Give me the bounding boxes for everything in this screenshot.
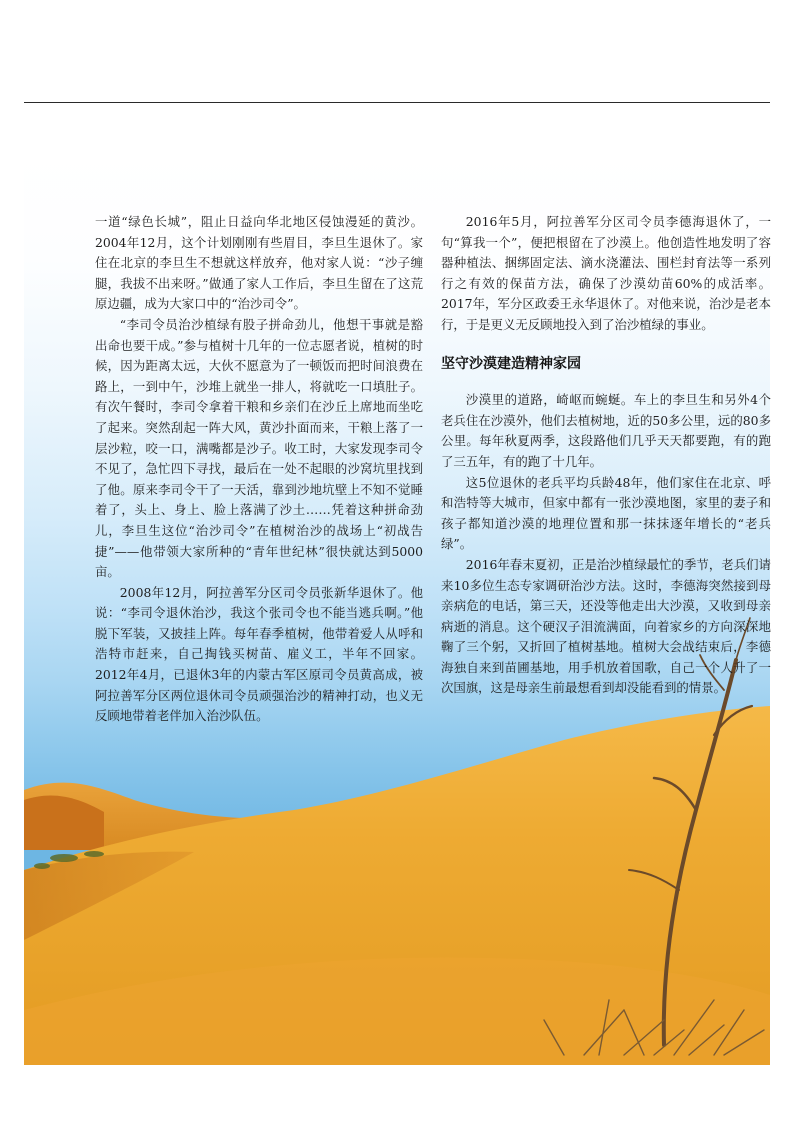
article-left-column: [95, 212, 423, 727]
body-paragraph: “李司令员治沙植绿有股子拼命劲儿，他想干事就是豁出命也要干成。”参与植树十几年的一位志愿者说，植树的时候，因为距离太远，大伙不愿意为了一顿饭而把时间浪费在路上，一到中午，沙堆上就坐一排人，将就吃一口填肚子。有次午餐时，李司令拿着干粮和乡亲们在沙丘上席地而坐吃了起来。突然刮起一阵大风，黄沙扑面而来，干粮上落了一层沙粒，咬一口，满嘴都是沙子。收工时，大家发现李司令不见了，急忙四下寻找，最后在一处不起眼的沙窝坑里找到了他。原来李司令干了一天活，靠到沙地坑壁上不知不觉睡着了，头上、身上、脸上落满了沙土……凭着这种拼命劲儿，李旦生这位“治沙司令”在植树治沙的战场上“初战告捷”——他带领大家所种的“青年世纪林”很快就达到5000亩。: [95, 316, 423, 580]
body-paragraph: 2016年5月，阿拉善军分区司令员李德海退休了，一句“算我一个”，便把根留在了沙漠上。他创造性地发明了容器种植法、捆绑固定法、滴水浇灌法、围栏封育法等一系列行之有效的保苗方法，确保了沙漠幼苗60%的成活率。2017年，军分区政委王永华退休了。对他来说，治沙是老本行，于是更义无反顾地投入到了治沙植绿的事业。: [441, 214, 771, 332]
header-rule: [24, 102, 770, 103]
body-paragraph: 这5位退休的老兵平均兵龄48年，他们家住在北京、呼和浩特等大城市，但家中都有一张沙漠地图，家里的妻子和孩子都知道沙漠的地理位置和那一抹抹逐年增长的“老兵绿”。: [441, 474, 771, 552]
body-paragraph: 2008年12月，阿拉善军分区司令员张新华退休了。他说：“李司令退休治沙，我这个张司令也不能当逃兵啊。”他脱下军装，又披挂上阵。每年春季植树，他带着爱人从呼和浩特市赶来，自己掏钱买树苗、雇义工，半年不回家。2012年4月，已退休3年的内蒙古军区原司令员黄高成，被阿拉善军分区两位退休司令员顽强治沙的精神打动，也义无反顾地带着老伴加入治沙队伍。: [95, 584, 423, 724]
body-paragraph: 一道“绿色长城”，阻止日益向华北地区侵蚀漫延的黄沙。2004年12月，这个计划刚刚有些眉目，李旦生退休了。家住在北京的李旦生不想就这样放弃，他对家人说：“沙子缠腿，我拔不出来呀。”做通了家人工作后，李旦生留在了这荒原边疆，成为大家口中的“治沙司令”。: [95, 214, 423, 312]
section-heading: 坚守沙漠建造精神家园: [441, 355, 581, 372]
article-right-column: [441, 212, 771, 699]
body-paragraph: 2016年春末夏初，正是治沙植绿最忙的季节，老兵们请来10多位生态专家调研治沙方法。这时，李德海突然接到母亲病危的电话，第三天，还没等他走出大沙漠，又收到母亲病逝的消息。这个硬汉子泪流满面，向着家乡的方向深深地鞠了三个躬，又折回了植树基地。植树大会战结束后，李德海独自来到苗圃基地，用手机放着国歌，自己一个人升了一次国旗，这是母亲生前最想看到却没能看到的情景。: [441, 556, 771, 696]
body-paragraph: 沙漠里的道路，崎岖而蜿蜒。车上的李旦生和另外4个老兵住在沙漠外，他们去植树地，近的50多公里，远的80多公里。每年秋夏两季，这段路他们几乎天天都要跑，有的跑了三五年，有的跑了十几年。: [441, 392, 771, 469]
